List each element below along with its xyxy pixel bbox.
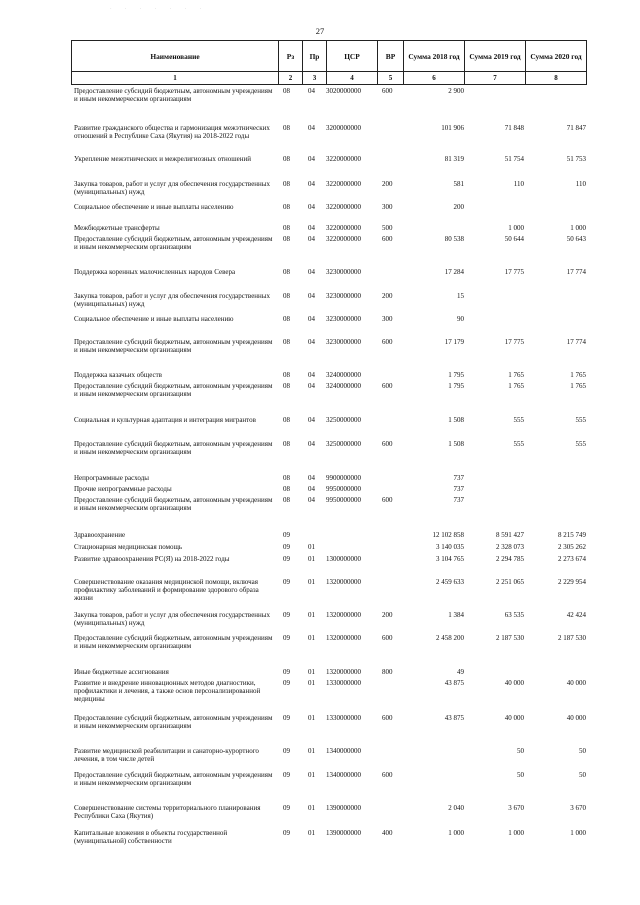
row-name: Совершенствование системы территориального планирования Республики Саха (Якутия) bbox=[74, 804, 261, 821]
row-csr: 3230000000 bbox=[326, 292, 361, 300]
row-sum-2019: 40 000 bbox=[504, 714, 524, 722]
row-sum-2018: 2 040 bbox=[448, 804, 464, 812]
row-pr: 01 bbox=[308, 578, 315, 586]
row-sum-2020: 71 847 bbox=[566, 124, 586, 132]
row-sum-2019: 17 775 bbox=[504, 268, 524, 276]
row-sum-2020: 1 000 bbox=[570, 224, 586, 232]
row-name: Межбюджетные трансферты bbox=[74, 224, 160, 232]
row-sum-2018: 81 319 bbox=[444, 155, 464, 163]
row-sum-2018: 80 538 bbox=[444, 235, 464, 243]
row-vr: 200 bbox=[382, 180, 393, 188]
row-csr: 3220000000 bbox=[326, 180, 361, 188]
row-rz: 09 bbox=[283, 611, 290, 619]
row-rz: 09 bbox=[283, 771, 290, 779]
row-vr: 300 bbox=[382, 203, 393, 211]
row-rz: 09 bbox=[283, 668, 290, 676]
row-pr: 04 bbox=[308, 371, 315, 379]
row-csr: 9900000000 bbox=[326, 474, 361, 482]
row-csr: 3220000000 bbox=[326, 235, 361, 243]
row-sum-2020: 1 765 bbox=[570, 371, 586, 379]
header-rz: Рз bbox=[278, 40, 303, 72]
row-sum-2020: 17 774 bbox=[566, 268, 586, 276]
colnum-4: 4 bbox=[326, 71, 378, 85]
row-csr: 3220000000 bbox=[326, 224, 361, 232]
row-sum-2019: 110 bbox=[513, 180, 524, 188]
row-name: Здравоохранение bbox=[74, 531, 126, 539]
row-pr: 04 bbox=[308, 338, 315, 346]
row-rz: 08 bbox=[283, 292, 290, 300]
colnum-3: 3 bbox=[302, 71, 327, 85]
row-csr: 3230000000 bbox=[326, 315, 361, 323]
row-csr: 3250000000 bbox=[326, 416, 361, 424]
row-name: Прочие непрограммные расходы bbox=[74, 485, 172, 493]
row-sum-2018: 3 140 035 bbox=[436, 543, 464, 551]
row-csr: 1340000000 bbox=[326, 747, 361, 755]
row-sum-2019: 555 bbox=[513, 416, 524, 424]
header-sum-2020: Сумма 2020 год bbox=[525, 40, 587, 72]
row-sum-2019: 1 000 bbox=[508, 224, 524, 232]
row-rz: 08 bbox=[283, 87, 290, 95]
row-pr: 04 bbox=[308, 155, 315, 163]
row-pr: 04 bbox=[308, 496, 315, 504]
colnum-2: 2 bbox=[278, 71, 303, 85]
header-csr: ЦСР bbox=[326, 40, 378, 72]
row-rz: 09 bbox=[283, 578, 290, 586]
row-sum-2018: 2 900 bbox=[448, 87, 464, 95]
row-sum-2019: 2 328 073 bbox=[496, 543, 524, 551]
row-rz: 08 bbox=[283, 315, 290, 323]
row-rz: 08 bbox=[283, 496, 290, 504]
row-sum-2018: 1 508 bbox=[448, 440, 464, 448]
row-csr: 1300000000 bbox=[326, 555, 361, 563]
row-name: Предоставление субсидий бюджетным, автономным учреждениям и иным некоммерческим организациям bbox=[74, 440, 273, 457]
row-rz: 09 bbox=[283, 714, 290, 722]
row-vr: 200 bbox=[382, 292, 393, 300]
row-sum-2020: 50 bbox=[579, 747, 586, 755]
row-name: Развитие медицинской реабилитации и санаторно-курортного лечения, в том числе детей bbox=[74, 747, 259, 764]
row-rz: 08 bbox=[283, 224, 290, 232]
row-csr: 1340000000 bbox=[326, 771, 361, 779]
row-sum-2018: 15 bbox=[457, 292, 464, 300]
row-pr: 01 bbox=[308, 747, 315, 755]
row-rz: 09 bbox=[283, 829, 290, 837]
row-sum-2020: 555 bbox=[575, 416, 586, 424]
row-sum-2018: 737 bbox=[453, 485, 464, 493]
row-sum-2020: 40 000 bbox=[566, 679, 586, 687]
row-pr: 01 bbox=[308, 555, 315, 563]
row-sum-2019: 2 187 530 bbox=[496, 634, 524, 642]
row-vr: 400 bbox=[382, 829, 393, 837]
row-vr: 800 bbox=[382, 668, 393, 676]
row-pr: 01 bbox=[308, 714, 315, 722]
row-vr: 600 bbox=[382, 496, 393, 504]
row-vr: 600 bbox=[382, 235, 393, 243]
row-vr: 200 bbox=[382, 611, 393, 619]
row-pr: 04 bbox=[308, 203, 315, 211]
row-vr: 600 bbox=[382, 87, 393, 95]
colnum-6: 6 bbox=[403, 71, 465, 85]
row-csr: 3230000000 bbox=[326, 338, 361, 346]
row-rz: 08 bbox=[283, 416, 290, 424]
header-sum-2018: Сумма 2018 год bbox=[403, 40, 465, 72]
row-csr: 1330000000 bbox=[326, 679, 361, 687]
row-csr: 1390000000 bbox=[326, 829, 361, 837]
row-rz: 08 bbox=[283, 155, 290, 163]
row-rz: 08 bbox=[283, 474, 290, 482]
row-sum-2020: 2 305 262 bbox=[558, 543, 586, 551]
row-vr: 500 bbox=[382, 224, 393, 232]
scan-marks: · · · · · · · bbox=[110, 7, 208, 12]
row-sum-2019: 51 754 bbox=[504, 155, 524, 163]
header-vr: ВР bbox=[377, 40, 404, 72]
row-sum-2018: 43 875 bbox=[444, 679, 464, 687]
row-sum-2018: 2 458 200 bbox=[436, 634, 464, 642]
row-rz: 08 bbox=[283, 124, 290, 132]
row-sum-2020: 51 753 bbox=[566, 155, 586, 163]
row-pr: 01 bbox=[308, 634, 315, 642]
row-sum-2020: 1 000 bbox=[570, 829, 586, 837]
row-sum-2018: 1 508 bbox=[448, 416, 464, 424]
row-sum-2019: 8 591 427 bbox=[496, 531, 524, 539]
row-pr: 04 bbox=[308, 180, 315, 188]
row-pr: 04 bbox=[308, 124, 315, 132]
row-name: Капитальные вложения в объекты государственной (муниципальной) собственности bbox=[74, 829, 228, 846]
row-rz: 09 bbox=[283, 531, 290, 539]
header-pr: Пр bbox=[302, 40, 327, 72]
row-sum-2018: 1 000 bbox=[448, 829, 464, 837]
row-sum-2018: 1 384 bbox=[448, 611, 464, 619]
row-name: Поддержка казачьих обществ bbox=[74, 371, 162, 379]
row-name: Предоставление субсидий бюджетным, автономным учреждениям и иным некоммерческим организациям bbox=[74, 235, 273, 252]
row-csr: 3220000000 bbox=[326, 155, 361, 163]
colnum-8: 8 bbox=[525, 71, 587, 85]
row-pr: 01 bbox=[308, 543, 315, 551]
row-name: Непрограммные расходы bbox=[74, 474, 149, 482]
row-pr: 01 bbox=[308, 804, 315, 812]
row-sum-2019: 40 000 bbox=[504, 679, 524, 687]
row-sum-2018: 737 bbox=[453, 496, 464, 504]
row-sum-2019: 71 848 bbox=[504, 124, 524, 132]
row-sum-2018: 200 bbox=[453, 203, 464, 211]
row-name: Предоставление субсидий бюджетным, автономным учреждениям и иным некоммерческим организациям bbox=[74, 87, 273, 104]
row-vr: 600 bbox=[382, 714, 393, 722]
row-pr: 04 bbox=[308, 416, 315, 424]
row-rz: 09 bbox=[283, 555, 290, 563]
row-rz: 09 bbox=[283, 679, 290, 687]
row-sum-2019: 63 535 bbox=[504, 611, 524, 619]
row-name: Закупка товаров, работ и услуг для обеспечения государственных (муниципальных) нужд bbox=[74, 611, 271, 628]
row-sum-2020: 2 229 954 bbox=[558, 578, 586, 586]
row-sum-2019: 1 765 bbox=[508, 371, 524, 379]
page-number: 27 bbox=[315, 26, 325, 36]
row-csr: 3220000000 bbox=[326, 203, 361, 211]
row-pr: 04 bbox=[308, 268, 315, 276]
row-sum-2018: 1 795 bbox=[448, 382, 464, 390]
row-pr: 04 bbox=[308, 235, 315, 243]
row-sum-2020: 42 424 bbox=[566, 611, 586, 619]
row-name: Предоставление субсидий бюджетным, автономным учреждениям и иным некоммерческим организациям bbox=[74, 771, 273, 788]
row-sum-2020: 17 774 bbox=[566, 338, 586, 346]
row-csr: 3250000000 bbox=[326, 440, 361, 448]
row-name: Развитие и внедрение инновационных методов диагностики, профилактики и лечения, а также основ персонализированной медицины bbox=[74, 679, 261, 704]
row-sum-2019: 17 775 bbox=[504, 338, 524, 346]
row-pr: 04 bbox=[308, 292, 315, 300]
row-name: Предоставление субсидий бюджетным, автономным учреждениям и иным некоммерческим организациям bbox=[74, 338, 273, 355]
colnum-1: 1 bbox=[71, 71, 279, 85]
row-name: Социальная и культурная адаптация и интеграция мигрантов bbox=[74, 416, 256, 424]
row-vr: 300 bbox=[382, 315, 393, 323]
row-csr: 1390000000 bbox=[326, 804, 361, 812]
row-sum-2018: 12 102 858 bbox=[432, 531, 464, 539]
row-pr: 04 bbox=[308, 440, 315, 448]
colnum-5: 5 bbox=[377, 71, 404, 85]
row-vr: 600 bbox=[382, 338, 393, 346]
row-csr: 1320000000 bbox=[326, 668, 361, 676]
row-sum-2019: 50 bbox=[517, 771, 524, 779]
colnum-7: 7 bbox=[464, 71, 526, 85]
row-sum-2018: 101 906 bbox=[441, 124, 464, 132]
row-sum-2018: 1 795 bbox=[448, 371, 464, 379]
header-name: Наименование bbox=[71, 40, 279, 72]
row-name: Социальное обеспечение и иные выплаты населению bbox=[74, 203, 234, 211]
row-sum-2019: 3 670 bbox=[508, 804, 524, 812]
row-name: Социальное обеспечение и иные выплаты населению bbox=[74, 315, 234, 323]
row-csr: 3240000000 bbox=[326, 382, 361, 390]
row-csr: 3200000000 bbox=[326, 124, 361, 132]
row-vr: 600 bbox=[382, 440, 393, 448]
row-vr: 600 bbox=[382, 771, 393, 779]
row-rz: 08 bbox=[283, 371, 290, 379]
row-sum-2018: 49 bbox=[457, 668, 464, 676]
row-csr: 3020000000 bbox=[326, 87, 361, 95]
row-rz: 08 bbox=[283, 485, 290, 493]
row-pr: 01 bbox=[308, 668, 315, 676]
row-vr: 600 bbox=[382, 382, 393, 390]
row-rz: 09 bbox=[283, 543, 290, 551]
row-sum-2018: 581 bbox=[453, 180, 464, 188]
row-rz: 08 bbox=[283, 268, 290, 276]
row-sum-2020: 40 000 bbox=[566, 714, 586, 722]
row-sum-2019: 2 294 785 bbox=[496, 555, 524, 563]
row-pr: 04 bbox=[308, 474, 315, 482]
row-sum-2018: 43 875 bbox=[444, 714, 464, 722]
row-rz: 08 bbox=[283, 382, 290, 390]
row-name: Совершенствование оказания медицинской помощи, включая профилактику заболеваний и формирование здорового образа жизни bbox=[74, 578, 259, 603]
row-csr: 9950000000 bbox=[326, 485, 361, 493]
row-name: Развитие здравоохранения РС(Я) на 2018-2022 годы bbox=[74, 555, 230, 563]
row-sum-2020: 555 bbox=[575, 440, 586, 448]
row-sum-2019: 50 bbox=[517, 747, 524, 755]
row-csr: 1320000000 bbox=[326, 578, 361, 586]
row-sum-2018: 3 104 765 bbox=[436, 555, 464, 563]
row-vr: 600 bbox=[382, 634, 393, 642]
row-pr: 01 bbox=[308, 611, 315, 619]
row-name: Стационарная медицинская помощь bbox=[74, 543, 183, 551]
row-name: Предоставление субсидий бюджетным, автономным учреждениям и иным некоммерческим организациям bbox=[74, 634, 273, 651]
row-sum-2020: 2 273 674 bbox=[558, 555, 586, 563]
row-csr: 1320000000 bbox=[326, 611, 361, 619]
row-name: Развитие гражданского общества и гармонизация межэтнических отношений в Республике Саха (Якутия) на 2018-2022 годы bbox=[74, 124, 270, 141]
row-name: Иные бюджетные ассигнования bbox=[74, 668, 169, 676]
row-sum-2020: 2 187 530 bbox=[558, 634, 586, 642]
row-pr: 04 bbox=[308, 224, 315, 232]
row-name: Закупка товаров, работ и услуг для обеспечения государственных (муниципальных) нужд bbox=[74, 292, 271, 309]
row-rz: 09 bbox=[283, 634, 290, 642]
row-pr: 01 bbox=[308, 829, 315, 837]
row-rz: 08 bbox=[283, 235, 290, 243]
row-sum-2020: 8 215 749 bbox=[558, 531, 586, 539]
row-pr: 04 bbox=[308, 382, 315, 390]
row-csr: 9950000000 bbox=[326, 496, 361, 504]
row-csr: 1330000000 bbox=[326, 714, 361, 722]
row-name: Предоставление субсидий бюджетным, автономным учреждениям и иным некоммерческим организациям bbox=[74, 382, 273, 399]
row-csr: 3240000000 bbox=[326, 371, 361, 379]
row-rz: 09 bbox=[283, 804, 290, 812]
row-name: Укрепление межэтнических и межрелигиозных отношений bbox=[74, 155, 252, 163]
row-name: Предоставление субсидий бюджетным, автономным учреждениям и иным некоммерческим организациям bbox=[74, 714, 273, 731]
row-sum-2019: 2 251 065 bbox=[496, 578, 524, 586]
row-rz: 08 bbox=[283, 203, 290, 211]
row-rz: 08 bbox=[283, 440, 290, 448]
row-sum-2020: 50 643 bbox=[566, 235, 586, 243]
row-sum-2020: 110 bbox=[575, 180, 586, 188]
row-pr: 04 bbox=[308, 485, 315, 493]
row-pr: 04 bbox=[308, 315, 315, 323]
row-sum-2018: 17 284 bbox=[444, 268, 464, 276]
row-rz: 09 bbox=[283, 747, 290, 755]
header-sum-2019: Сумма 2019 год bbox=[464, 40, 526, 72]
row-pr: 01 bbox=[308, 679, 315, 687]
row-name: Закупка товаров, работ и услуг для обеспечения государственных (муниципальных) нужд bbox=[74, 180, 271, 197]
row-sum-2018: 17 179 bbox=[444, 338, 464, 346]
row-sum-2018: 90 bbox=[457, 315, 464, 323]
row-csr: 3230000000 bbox=[326, 268, 361, 276]
row-sum-2019: 1 765 bbox=[508, 382, 524, 390]
row-sum-2018: 2 459 633 bbox=[436, 578, 464, 586]
row-sum-2020: 3 670 bbox=[570, 804, 586, 812]
row-sum-2020: 1 765 bbox=[570, 382, 586, 390]
row-sum-2019: 1 000 bbox=[508, 829, 524, 837]
row-sum-2019: 50 644 bbox=[504, 235, 524, 243]
row-rz: 08 bbox=[283, 338, 290, 346]
row-name: Поддержка коренных малочисленных народов Севера bbox=[74, 268, 236, 276]
row-sum-2020: 50 bbox=[579, 771, 586, 779]
row-sum-2018: 737 bbox=[453, 474, 464, 482]
row-sum-2019: 555 bbox=[513, 440, 524, 448]
row-rz: 08 bbox=[283, 180, 290, 188]
row-pr: 04 bbox=[308, 87, 315, 95]
row-name: Предоставление субсидий бюджетным, автономным учреждениям и иным некоммерческим организациям bbox=[74, 496, 273, 513]
row-pr: 01 bbox=[308, 771, 315, 779]
row-csr: 1320000000 bbox=[326, 634, 361, 642]
